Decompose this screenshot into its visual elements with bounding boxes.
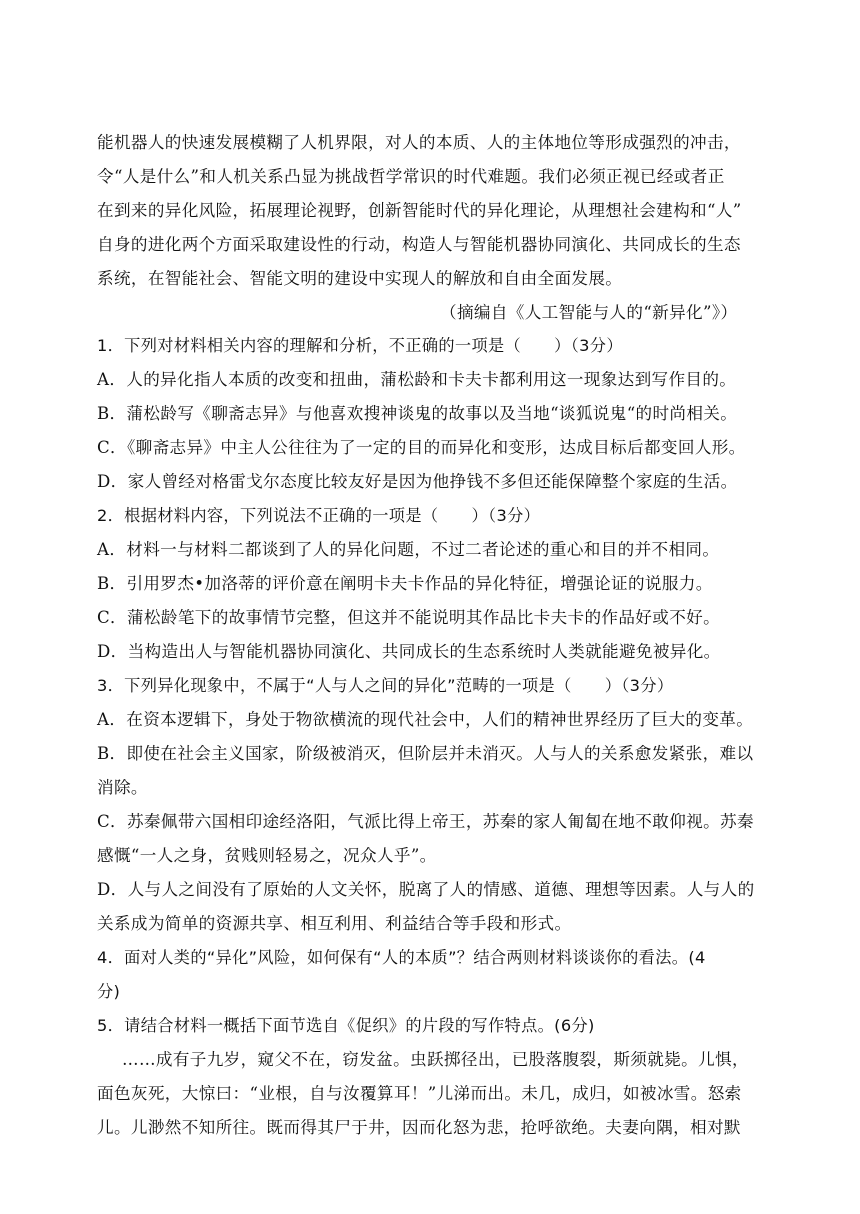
question-3-option-c: C．苏秦佩带六国相印途经洛阳，气派比得上帝王，苏秦的家人匍匐在地不敢仰视。苏秦 xyxy=(97,812,754,831)
question-2-stem: 2．根据材料内容，下列说法不正确的一项是（ ）（3分） xyxy=(97,506,541,525)
passage-line: 在到来的异化风险，拓展理论视野，创新智能时代的异化理论，从理想社会建构和“人” xyxy=(97,201,742,220)
question-4-stem: 4．面对人类的“异化”风险，如何保有“人的本质”？结合两则材料谈谈你的看法。(4 xyxy=(97,948,706,967)
question-3-option-d: D．人与人之间没有了原始的人文关怀，脱离了人的情感、道德、理想等因素。人与人的 xyxy=(97,880,755,899)
passage-line: 能机器人的快速发展模糊了人机界限，对人的本质、人的主体地位等形成强烈的冲击， xyxy=(97,133,741,152)
question-3-option-a: A．在资本逻辑下，身处于物欲横流的现代社会中，人们的精神世界经历了巨大的变革。 xyxy=(97,710,754,729)
question-1-option-a: A．人的异化指人本质的改变和扭曲，蒲松龄和卡夫卡都利用这一现象达到写作目的。 xyxy=(97,370,737,389)
question-4-stem-cont: 分) xyxy=(97,982,121,1001)
question-1-option-d: D．家人曾经对格雷戈尔态度比较友好是因为他挣钱不多但还能保障整个家庭的生活。 xyxy=(97,472,738,491)
question-2-option-d: D．当构造出人与智能机器协同演化、共同成长的生态系统时人类就能避免被异化。 xyxy=(97,642,721,661)
excerpt-line: 面色灰死，大惊曰：“业根，自与汝覆算耳！”儿涕而出。未几，成归，如被冰雪。怒索 xyxy=(97,1084,742,1103)
question-2-option-a: A．材料一与材料二都谈到了人的异化问题，不过二者论述的重心和目的并不相同。 xyxy=(97,540,720,559)
question-3-stem: 3．下列异化现象中，不属于“人与人之间的异化”范畴的一项是（ ）（3分） xyxy=(97,676,674,695)
question-3-option-b: B．即使在社会主义国家，阶级被消灭，但阶层并未消灭。人与人的关系愈发紧张，难以 xyxy=(97,744,754,763)
passage-line: 令“人是什么”和人机关系凸显为挑战哲学常识的时代难题。我们必须正视已经或者正 xyxy=(97,167,725,186)
question-3-option-b-cont: 消除。 xyxy=(97,778,148,797)
passage-line: 系统，在智能社会、智能文明的建设中实现人的解放和自由全面发展。 xyxy=(97,269,623,288)
question-5-stem: 5．请结合材料一概括下面节选自《促织》的片段的写作特点。(6分) xyxy=(97,1016,595,1035)
question-2-option-c: C．蒲松龄笔下的故事情节完整，但这并不能说明其作品比卡夫卡的作品好或不好。 xyxy=(97,608,721,627)
passage-source: （摘编自《人工智能与人的“新异化”》） xyxy=(440,303,738,322)
question-1-stem: 1．下列对材料相关内容的理解和分析，不正确的一项是（ ）（3分） xyxy=(97,336,623,355)
question-1-option-c: C．《聊斋志异》中主人公往往为了一定的目的而异化和变形，达成目标后都变回人形。 xyxy=(97,438,746,457)
question-1-option-b: B．蒲松龄写《聊斋志异》与他喜欢搜神谈鬼的故事以及当地“谈狐说鬼“的时尚相关。 xyxy=(97,404,738,423)
excerpt-line: ……成有子九岁，窥父不在，窃发盆。虫跃掷径出，已股落腹裂，斯须就毙。儿惧， xyxy=(122,1050,749,1069)
question-3-option-d-cont: 关系成为简单的资源共享、相互利用、利益结合等手段和形式。 xyxy=(97,914,572,933)
excerpt-line: 儿。儿渺然不知所往。既而得其尸于井，因而化怒为悲，抢呼欲绝。夫妻向隅，相对默 xyxy=(97,1118,741,1137)
question-3-option-c-cont: 感慨“一人之身，贫贱则轻易之，况众人乎”。 xyxy=(97,846,437,865)
passage-line: 自身的进化两个方面采取建设性的行动，构造人与智能机器协同演化、共同成长的生态 xyxy=(97,235,741,254)
question-2-option-b: B．引用罗杰•加洛蒂的评价意在阐明卡夫卡作品的异化特征，增强论证的说服力。 xyxy=(97,574,713,593)
